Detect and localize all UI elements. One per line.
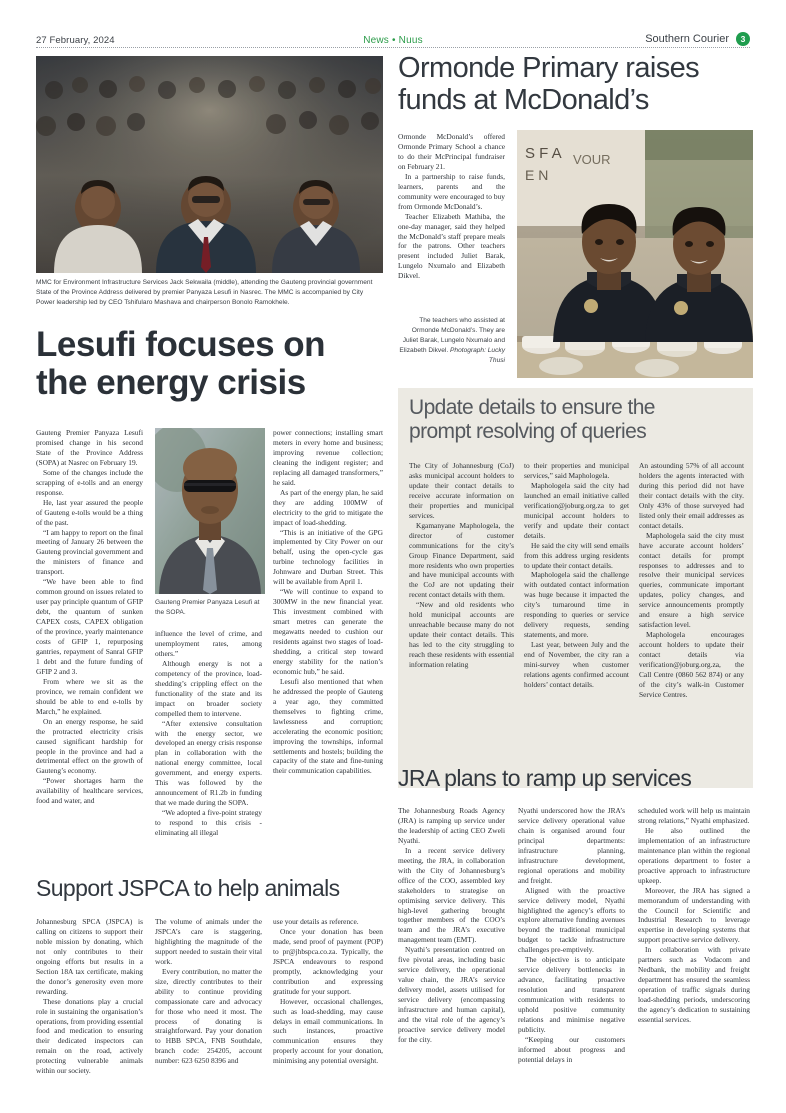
lesufi-photo-caption [155,598,265,618]
update-details-headline-line2: prompt resolving of queries [409,419,647,443]
paragraph: Some of the changes include the scrapping of e-tolls and an energy response. [36,467,143,497]
paragraph: Maphologela said the city had launched an email initiative called verification@joburg.org.za to get municipal account holders to verify and update their contact details. [524,480,629,540]
paragraph: As part of the energy plan, he said they are adding 100MW of electricity to the grid to mitigate the impact of load-shedding. [273,487,383,527]
paragraph: Every contribution, no matter the size, directly contributes to their ability to continue providing compassionate care and advocacy for those who need it most. The process of donating is straightforward. Pay your donation to HBB SPCA, FNB Southdale, branch code: 254205, account number: 623 6250 8396 and [155,966,262,1066]
update-details-column-3 [639,461,744,700]
svg-text:S F A: S F A [525,145,562,162]
paragraph: In a partnership to raise funds, learners, parents and the community were encouraged to buy from Ormonde McDonald’s. [398,171,505,211]
paragraph: An astounding 57% of all account holders the agents interacted with during this period did not have their contact details with the city. Only 43% of those surveyed had listed only their email addresses as contact details. [639,461,744,530]
jspca-headline [36,876,386,902]
paragraph: In a recent service delivery meeting, the JRA, in collaboration with the City of Johannesburg’s office of the COO, assembled key stakeholders to strategise on optimising service delivery. This high-level gathering brought together members of the COO’s team and the JRA’s executive management team (EMT). [398,845,505,945]
paragraph: He also outlined the implementation of an infrastructure maintenance plan within the regional operations department to foster a proactive approach to infrastructure upkeep. [638,825,750,885]
lesufi-photo-caption-text: Gauteng Premier Panyaza Lesufi at the SOPA. [155,599,260,617]
ormonde-photo-caption-text: The teachers who assisted at Ormonde McDonald’s. They are Juliet Barak, Lungelo Nxumalo and Elizabeth Dikvel. [399,317,505,355]
paragraph: The volume of animals under the JSPCA’s care is staggering, highlighting the magnitude of the support needed to sustain their vital work. [155,917,262,966]
jra-headline-text: JRA plans to ramp up services [398,765,692,791]
paragraph: Nyathi underscored how the JRA’s service delivery operational value chain is organised around four principal departments: infrastructure planning, infrastructure development, regional operations and mobility and freight. [518,806,625,885]
paragraph: In collaboration with private partners such as Vodacom and Nedbank, the mobility and freight department has ensured the seamless operation of traffic signals during load-shedding periods, underscoring the agency’s dedication to sustaining essential services. [638,945,750,1025]
ormonde-column-1 [398,132,505,281]
lesufi-headline-line1: Lesufi focuses on [36,325,326,364]
update-details-column-1 [409,461,514,670]
paragraph: He, last year assured the people of Gauteng e-tolls would be a thing of the past. [36,497,143,527]
paragraph: On an energy response, he said the protracted electricity crisis caused significant hardship for people in the province and had a detrimental effect on the growth of Gauteng’s economy. [36,716,143,776]
lesufi-column-2 [155,629,262,869]
jra-column-2 [518,806,625,1065]
update-details-headline-line1: Update details to ensure the [409,396,655,419]
paragraph: He said the city will send emails from this address urging residents to update their contact details. [524,540,629,570]
masthead-section-label: News • Nuus [363,35,423,46]
lesufi-headline [36,327,383,400]
ormonde-photo-caption [398,316,505,366]
paragraph: Maphologela said the challenge with outdated contact information was huge because it impacted the city’s turnaround time in responding to queries or service delivery requests, sending statements, and more. [524,570,629,640]
paragraph: Maphologela said the city must have accurate account holders’ contact details for prompt responses to addresses and to resolve their municipal services queries, communicate important updates, policy changes, and service announcements promptly and ensure a high service satisfaction level. [639,530,744,630]
paragraph: power connections; installing smart meters in every home and business; improving revenue collection; cleaning the indigent register; and replacing all damaged transformers,” he said. [273,428,383,487]
paragraph: “I am happy to report on the final meeting of January 26 between the Gauteng provincial government and the ministers of finance and transport. [36,527,143,577]
paragraph: influence the level of crime, and unemployment rates, among others.” [155,629,262,658]
paragraph: scheduled work will help us maintain strong relations,” Nyathi emphasized. [638,806,750,825]
lesufi-column-1 [36,428,143,868]
paragraph: “This is an initiative of the GPG implemented by City Power on our behalf, using the open-cycle gas turbine technology facilities in Johnware and Durban Street. This will be available from April 1. [273,527,383,587]
paragraph: to their properties and municipal services,” said Maphologela. [524,461,629,480]
paragraph: These donations play a crucial role in sustaining the organisation’s operations, from providing essential food and medication to ensuring their dedicated inspectors can remain on the road, actively protecting vulnerable animals within our society. [36,996,143,1076]
ormonde-photo-teachers [517,130,753,378]
jspca-headline-text: Support JSPCA to help animals [36,875,340,901]
update-details-headline [409,396,749,443]
jra-headline [398,766,753,792]
ormonde-headline [398,52,753,117]
paragraph: Although energy is not a competency of the province, load-shedding’s crippling effect on the functionality of the state and its impact on broader society compelled them to intervene. [155,658,262,718]
lead-photo-sopa-crowd [36,56,383,273]
paragraph: Kgamanyane Maphologela, the director of customer communications for the city’s Group Finance Department, said more residents who own properties and have municipal accounts with the CoJ are not updating their recent contact details with them. [409,520,514,600]
paragraph: Gauteng Premier Panyaza Lesufi promised change in his second State of the Province Address (SOPA) at Nasrec on February 19. [36,428,143,467]
update-details-column-2 [524,461,629,690]
paragraph: “New and old residents who hold municipal accounts are unreachable because many do not update their contact details. This has led to the city struggling to reach these residents with essential information relating [409,600,514,670]
masthead-right [645,32,750,46]
paragraph: “After extensive consultation with the energy sector, we developed an energy crisis response plan in collaboration with the national energy committee, local government, and energy experts. This was followed by the announcement of R1.2b in funding that we made during the SOPA. [155,718,262,808]
paragraph: The Johannesburg Roads Agency (JRA) is ramping up service under the leadership of acting CEO Zweli Nyathi. [398,806,505,845]
paragraph: “Power shortages harm the availability of healthcare services, food and water, and [36,776,143,806]
ormonde-headline-line1: Ormonde Primary raises [398,52,700,84]
paragraph: use your details as reference. [273,917,359,926]
masthead [36,22,750,46]
lesufi-headline-line2: the energy crisis [36,363,306,402]
jra-column-1 [398,806,505,1045]
jspca-column-2 [155,917,262,1066]
paragraph: “Keeping our customers informed about progress and potential delays in [518,1034,625,1064]
paragraph: Ormonde McDonald’s offered Ormonde Primary School a chance to do their McPrincipal fundraiser on February 21. [398,132,505,171]
paragraph: The objective is to anticipate service delivery bottlenecks in advance, facilitating proactive resolution and transparent communication with residents to uphold positive community relations and minimise negative publicity. [518,955,625,1034]
paragraph: “We will continue to expand to 300MW in the new financial year. This investment combined with smart metres can generate the megawatts needed to cushion our residents against two stages of load-shedding, a critical step toward energy stability for the nation’s economic hub,” he said. [273,587,383,676]
lesufi-portrait-photo [155,428,265,594]
ormonde-photo-credit: Photograph: Lucky Thusi [450,347,505,365]
paragraph: Johannesburg SPCA (JSPCA) is calling on citizens to support their noble mission by donating, which not only contributes to their ongoing efforts but results in a Section 18A tax certificate, making the donor’s generosity even more rewarding. [36,917,143,996]
masthead-divider [36,47,750,48]
jspca-column-3 [273,917,383,1066]
page-number-badge: 3 [736,32,750,46]
paragraph: However, occasional challenges, such as load-shedding, may cause delays in email communications. In such instances, proactive communication ensures they properly account for your donation, minimising any potential oversight. [273,996,383,1066]
svg-text:VOUR: VOUR [573,152,611,167]
ormonde-headline-line2: funds at McDonald’s [398,84,649,117]
paragraph: The City of Johannesburg (CoJ) asks municipal account holders to update their contact details to receive accurate information on their properties and municipal services. [409,461,514,520]
paragraph: “We have been able to find common ground on issues related to user pay principle quantum of GFIP debt, the quantum of sunken CAPEX costs, CAPEX obligation of the province, yearly maintenance costs of GFIP 1, repurposing gantries, repayment of Sanral GFIP 1 debt and the future funding of GFIP 2 and 3. [36,577,143,676]
publication-title: Southern Courier [645,33,729,45]
paragraph: Teacher Elizabeth Mathiba, the one-day manager, said they helped the McDonald’s staff prepare meals for the patrons. Other teachers present included Juliet Barak, Lungelo Nxumalo and Elizabeth Dikvel. [398,211,505,281]
paragraph: Moreover, the JRA has signed a memorandum of understanding with the Council for Scientific and Industrial Research to leverage expertise in developing systems that support proactive service delivery. [638,885,750,945]
masthead-date: 27 February, 2024 [36,35,115,46]
paragraph: “We adopted a five-point strategy to respond to this crisis - eliminating all illegal [155,808,262,838]
lesufi-column-3 [273,428,383,868]
lead-photo-caption [36,278,383,308]
paragraph: Aligned with the proactive service delivery model, Nyathi highlighted the agency’s efforts to explore alternative funding avenues beyond the traditional municipal budget to tackle infrastructure challenges pre-emptively. [518,885,625,955]
paragraph: Lesufi also mentioned that when he addressed the people of Gauteng a year ago, they committed themselves to fighting crime, lawlessness and corruption; accelerating the economic position; improving the townships, informal settlements and hostels; building the capacity of the state and fine-tuning their communication capabilities. [273,676,383,776]
paragraph: Maphologela encourages account holders to update their contact details via verification@joburg.org.za, the Call Centre (0860 562 874) or any of the city’s walk-in Customer Service Centres. [639,630,744,699]
jspca-column-1 [36,917,143,1076]
paragraph: From where we sit as the province, we remain confident we should be able to end e-tolls by March,” he explained. [36,676,143,716]
paragraph: Last year, between July and the end of November, the city ran a mini-survey when customer relations agents confirmed account holders’ contact details. [524,640,629,689]
paragraph: Once your donation has been made, send proof of payment (POP) to pr@jhbspca.co.za. Typically, the JSPCA endeavours to respond promptly, acknowledging your contribution and expressing gratitude for your support. [273,926,383,996]
svg-text:E N: E N [525,167,549,183]
jra-column-3 [638,806,750,1025]
lead-photo-caption-text: MMC for Environment Infrastructure Services Jack Sekwaila (middle), attending the Gauteng provincial government State of the Province Address delivered by premier Panyaza Lesufi in Nasrec. The MMC is accompanied by City Power leadership led by CEO Tshifularo Mashava and chairperson Bonolo Ramokhele. [36,279,373,307]
paragraph: Nyathi’s presentation centred on five pivotal areas, including basic service delivery, the operational value chain, the JRA’s service delivery model, assets utilised for service delivery (encompassing infrastructure and human capital), and the vital role of the agency’s proactive service delivery model for the city. [398,945,505,1044]
